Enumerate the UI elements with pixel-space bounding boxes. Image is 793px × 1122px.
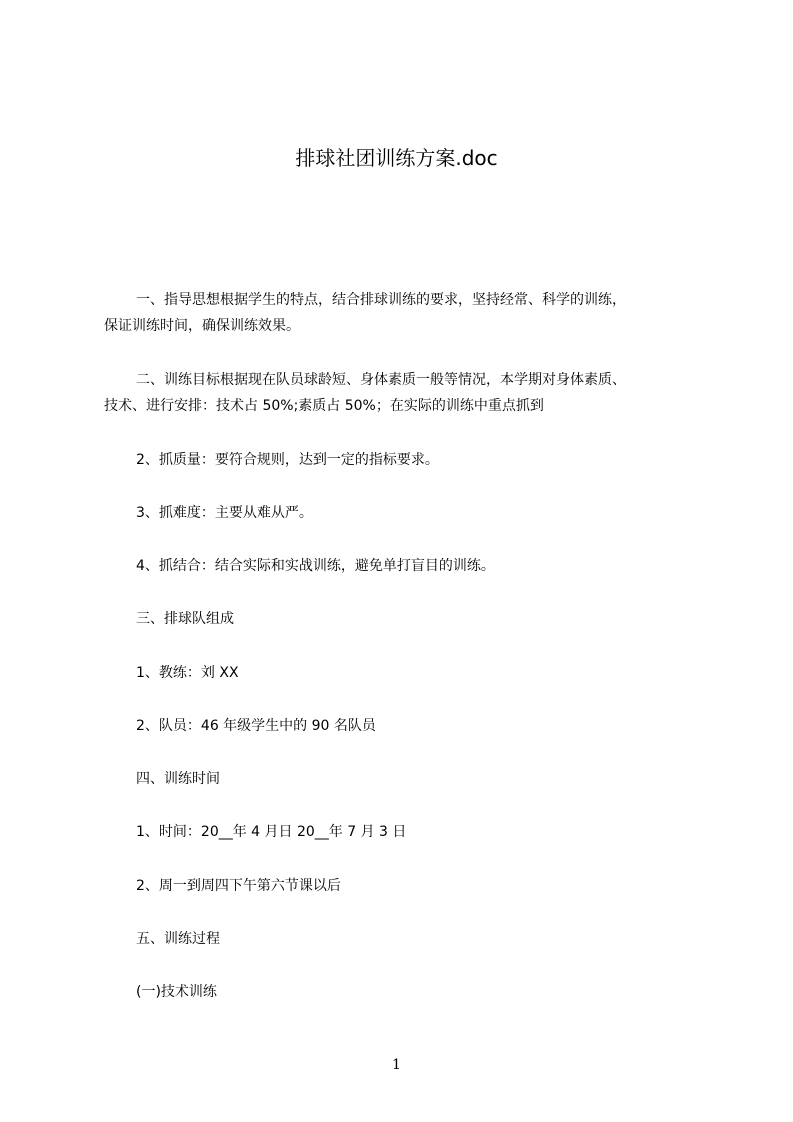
paragraph-text: 四、训练时间 [136, 771, 220, 787]
section-heading-time [104, 766, 696, 792]
paragraph-quality [104, 447, 696, 473]
paragraph-training-goals [104, 367, 696, 419]
paragraph-text: 五、训练过程 [136, 931, 220, 947]
paragraph-text: 2、周一到周四下午第六节课以后 [136, 878, 341, 894]
paragraph-text: 2、队员：46 年级学生中的 90 名队员 [136, 718, 376, 734]
paragraph-line: 保证训练时间，确保训练效果。 [104, 318, 300, 334]
paragraph-line: 技术、进行安排：技术占 50%;素质占 50%；在实际的训练中重点抓到 [104, 398, 544, 414]
paragraph-line: 一、指导思想根据学生的特点，结合排球训练的要求，坚持经常、科学的训练， [136, 292, 626, 308]
paragraph-text: 4、抓结合：结合实际和实战训练，避免单打盲目的训练。 [136, 558, 495, 574]
paragraph-text: (一)技术训练 [136, 984, 217, 1000]
paragraph-text: 三、排球队组成 [136, 611, 234, 627]
paragraph-coach [104, 660, 696, 686]
section-heading-team [104, 606, 696, 632]
paragraph-guiding-ideology [104, 287, 696, 339]
paragraph-text: 1、教练：刘 XX [136, 665, 239, 681]
paragraph-text: 2、抓质量：要符合规则，达到一定的指标要求。 [136, 452, 439, 468]
paragraph-difficulty [104, 500, 696, 526]
paragraph-combination [104, 553, 696, 579]
paragraph-line: 二、训练目标根据现在队员球龄短、身体素质一般等情况，本学期对身体素质、 [136, 372, 626, 388]
paragraph-text: 3、抓难度：主要从难从严。 [136, 505, 313, 521]
section-heading-process [104, 926, 696, 952]
subsection-heading-technique [104, 979, 696, 1005]
paragraph-dates [104, 819, 696, 845]
paragraph-members [104, 713, 696, 739]
document-title: 排球社团训练方案.doc [295, 146, 498, 170]
paragraph-schedule [104, 873, 696, 899]
page-number: 1 [392, 1057, 401, 1073]
paragraph-text: 1、时间：20__年 4 月日 20__年 7 月 3 日 [136, 824, 407, 840]
